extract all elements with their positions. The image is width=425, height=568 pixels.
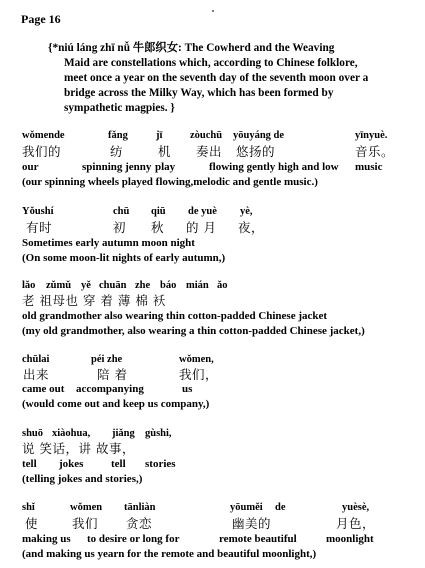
translation: (would come out and keep us company,)	[22, 398, 210, 410]
chinese-word: 我们，	[179, 367, 219, 382]
translation: (my old grandmother, also wearing a thin cotton-padded Chinese jacket,)	[22, 325, 365, 337]
gloss-line: old grandmother also wearing thin cotton-padded Chinese jacket	[22, 310, 328, 322]
gloss-word: tell	[111, 458, 126, 470]
chinese-word: 陪 着	[97, 367, 128, 382]
pinyin-word: wǒmende	[22, 130, 65, 141]
gloss-word: making us	[22, 533, 71, 545]
pinyin-word: Yǒushí	[22, 206, 54, 217]
pinyin-word: shuō	[22, 428, 44, 439]
pinyin-word: yuèsè,	[342, 502, 370, 513]
gloss-word: our	[22, 161, 39, 173]
pinyin-word: xiàohua,	[52, 428, 91, 439]
gloss-word: accompanying	[76, 383, 144, 395]
pinyin-word: yè,	[240, 206, 253, 217]
pinyin-word: ǎo	[217, 280, 228, 291]
pinyin-word: chuān	[99, 280, 127, 291]
gloss-word: spinning jenny	[82, 161, 152, 173]
chinese-word: 贪恋	[126, 516, 153, 531]
chinese-word: 幽美的	[232, 516, 272, 531]
gloss-word: stories	[145, 458, 176, 470]
chinese-word: 我们的	[22, 144, 62, 159]
chinese-word: 有时	[26, 220, 53, 235]
pinyin-word: báo	[160, 280, 177, 291]
chinese-line: 老 祖母也 穿 着 薄 棉 袄	[22, 293, 166, 308]
chinese-word: 的 月	[186, 220, 217, 235]
pinyin-word: zhe	[135, 280, 151, 291]
gloss-word: music	[355, 161, 383, 173]
pinyin-word: wǒmen,	[179, 354, 214, 365]
chinese-word: 初	[113, 220, 127, 235]
pinyin-word: shǐ	[22, 502, 35, 513]
pinyin-word: zòuchū	[190, 130, 223, 141]
gloss-word: us	[182, 383, 193, 395]
gloss-word: tell	[22, 458, 37, 470]
chinese-word: 夜，	[238, 220, 265, 235]
footnote-line: {*niú láng zhī nǚ 牛郎织女: The Cowherd and the Weaving	[48, 42, 335, 54]
chinese-word: 音乐。	[355, 144, 395, 159]
gloss-word: jokes	[59, 458, 84, 470]
chinese-word: 奏出	[196, 144, 223, 159]
gloss-word: flowing gently high and low	[209, 161, 339, 173]
pinyin-word: zǔmǔ	[46, 280, 72, 291]
chinese-word: 出来	[23, 367, 50, 382]
pinyin-word: gùshi,	[145, 428, 172, 439]
pinyin-word: yīnyuè.	[355, 130, 388, 141]
chinese-line: 说 笑话，讲 故事，	[22, 441, 135, 456]
chinese-word: 使	[25, 516, 39, 531]
gloss-word: remote beautiful	[219, 533, 297, 545]
translation: (and making us yearn for the remote and beautiful moonlight,)	[22, 548, 317, 560]
pinyin-word: qiū	[151, 206, 166, 217]
pinyin-word: yě	[81, 280, 91, 291]
gloss-word: came out	[22, 383, 65, 395]
chinese-word: 月色，	[336, 516, 376, 531]
pinyin-word: mián	[186, 280, 209, 291]
translation: (telling jokes and stories,)	[22, 473, 143, 485]
pinyin-word: péi zhe	[91, 354, 123, 365]
chinese-word: 悠扬的	[236, 144, 276, 159]
pinyin-word: fǎng	[108, 130, 128, 141]
pinyin-word: de yuè	[188, 206, 217, 217]
pinyin-word: jī	[156, 130, 163, 141]
pinyin-word: chū	[113, 206, 130, 217]
pinyin-word: yōuměi	[230, 502, 263, 513]
pinyin-word: yōuyáng de	[233, 130, 285, 141]
chinese-word: 机	[158, 144, 172, 159]
pinyin-word: lǎo	[22, 280, 36, 291]
translation: (our spinning wheels played flowing,melodic and gentle music.)	[22, 176, 318, 188]
chinese-word: 纺	[110, 144, 124, 159]
gloss-line: Sometimes early autumn moon night	[22, 237, 195, 249]
translation: (On some moon-lit nights of early autumn,)	[22, 252, 226, 264]
pinyin-word: wǒmen	[70, 502, 103, 513]
pinyin-word: jiǎng	[112, 428, 135, 439]
page-label: Page 16	[21, 12, 61, 26]
footnote-line: meet once a year on the seventh day of the seventh moon over a	[64, 72, 369, 84]
footnote-line: sympathetic magpies. }	[64, 102, 175, 114]
scan-speck	[212, 10, 214, 12]
pinyin-word: tānliàn	[124, 502, 156, 513]
chinese-word: 秋	[151, 220, 165, 235]
footnote-line: bridge across the Milky Way, which has been formed by	[64, 87, 334, 99]
chinese-word: 我们	[72, 516, 99, 531]
pinyin-word: de	[275, 502, 286, 513]
pinyin-word: chūlai	[22, 354, 50, 365]
gloss-word: to desire or long for	[87, 533, 180, 545]
gloss-word: moonlight	[326, 533, 374, 545]
gloss-word: play	[155, 161, 176, 173]
footnote-line: Maid are constellations which, according to Chinese folklore,	[64, 57, 358, 69]
